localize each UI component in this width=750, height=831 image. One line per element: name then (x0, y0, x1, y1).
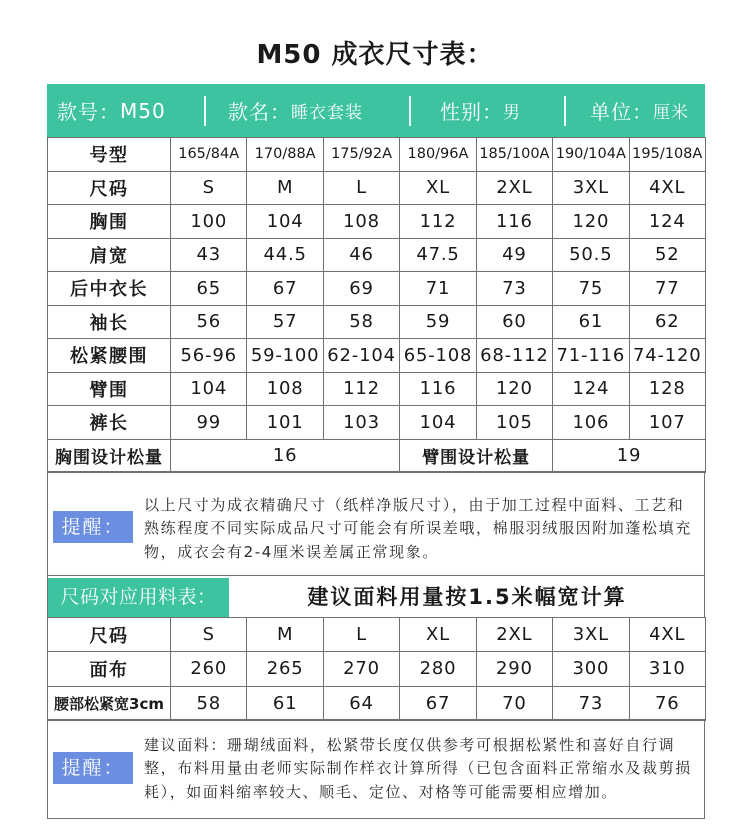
row-label: 腰部松紧宽3cm (48, 686, 171, 720)
chest-ease-label: 胸围设计松量 (48, 439, 171, 473)
product-info-bar (47, 84, 705, 137)
fabric-cell: 300 (553, 652, 629, 686)
row-back-length (48, 272, 706, 306)
size-cell: 185/100A (476, 138, 552, 172)
style-number-value: M50 (120, 98, 166, 123)
size-cell: 58 (323, 305, 399, 339)
fabric-table (47, 617, 706, 721)
row-label: 尺码 (48, 171, 171, 205)
size-cell: 56-96 (171, 339, 247, 373)
size-cell: 124 (553, 372, 629, 406)
reminder-text (144, 494, 692, 564)
size-cell: 124 (629, 205, 705, 239)
size-cell: 2XL (476, 171, 552, 205)
fabric-cell: 64 (323, 686, 399, 720)
gender-value: 男 (503, 103, 521, 123)
unit-value: 厘米 (653, 103, 689, 123)
fabric-section-header (47, 575, 705, 617)
size-cell: 120 (553, 205, 629, 239)
size-cell: 67 (247, 272, 323, 306)
row-label: 臂围 (48, 372, 171, 406)
fabric-cell: 2XL (476, 618, 552, 652)
size-cell: 57 (247, 305, 323, 339)
row-label: 肩宽 (48, 238, 171, 272)
size-cell: M (247, 171, 323, 205)
reminder-line: 整，布料用量由老师实际制作样衣计算所得（已包含面料正常缩水及裁剪损 (144, 759, 692, 778)
size-cell: 59 (400, 305, 476, 339)
size-cell: 47.5 (400, 238, 476, 272)
size-cell: 52 (629, 238, 705, 272)
size-cell: 62-104 (323, 339, 399, 373)
row-shoulder (48, 238, 706, 272)
fabric-cell: 310 (629, 652, 705, 686)
size-cell: 73 (476, 272, 552, 306)
size-cell: 3XL (553, 171, 629, 205)
row-label: 后中衣长 (48, 272, 171, 306)
size-cell: L (323, 171, 399, 205)
size-cell: 103 (323, 406, 399, 440)
size-cell: 49 (476, 238, 552, 272)
reminder-text (144, 734, 692, 804)
size-cell: 116 (400, 372, 476, 406)
fabric-cell: 67 (400, 686, 476, 720)
fabric-cell: XL (400, 618, 476, 652)
size-cell: 71-116 (553, 339, 629, 373)
row-elastic-waist (48, 339, 706, 373)
size-cell: 104 (247, 205, 323, 239)
reminder-badge: 提醒： (53, 752, 133, 784)
fabric-cell: 260 (171, 652, 247, 686)
fabric-row-waistband (48, 686, 706, 720)
fabric-section-tag: 尺码对应用料表： (48, 578, 229, 617)
style-number-label: 款号： (57, 100, 120, 124)
size-table (47, 137, 706, 473)
row-label: 号型 (48, 138, 171, 172)
size-cell: 60 (476, 305, 552, 339)
gender-label: 性别： (440, 100, 503, 124)
size-cell: 108 (323, 205, 399, 239)
fabric-cell: L (323, 618, 399, 652)
size-cell: 107 (629, 406, 705, 440)
fabric-reminder-box (47, 719, 705, 819)
gender (411, 84, 564, 137)
size-cell: 50.5 (553, 238, 629, 272)
size-cell: 44.5 (247, 238, 323, 272)
style-name-label: 款名： (228, 100, 291, 124)
row-chest (48, 205, 706, 239)
row-label: 袖长 (48, 305, 171, 339)
size-cell: 128 (629, 372, 705, 406)
size-cell: 116 (476, 205, 552, 239)
style-name (206, 84, 409, 137)
size-cell: 112 (400, 205, 476, 239)
reminder-badge: 提醒： (53, 511, 133, 543)
row-sleeve-length (48, 305, 706, 339)
reminder-line: 熟练程度不同实际成品尺寸可能会有所误差哦，棉服羽绒服因附加蓬松填充 (144, 519, 692, 538)
reminder-line: 物，成衣会有2-4厘米误差属正常现象。 (144, 542, 439, 561)
size-cell: 104 (171, 372, 247, 406)
row-label: 尺码 (48, 618, 171, 652)
fabric-cell: 4XL (629, 618, 705, 652)
fabric-cell: 70 (476, 686, 552, 720)
chest-ease-value: 16 (171, 439, 400, 473)
size-cell: 59-100 (247, 339, 323, 373)
size-cell: 61 (553, 305, 629, 339)
size-cell: 77 (629, 272, 705, 306)
style-number (47, 84, 204, 137)
size-cell: 71 (400, 272, 476, 306)
reminder-line: 耗），如面料缩率较大、顺毛、定位、对格等可能需要相应增加。 (144, 782, 618, 801)
size-cell: 195/108A (629, 138, 705, 172)
row-model (48, 138, 706, 172)
size-cell: 56 (171, 305, 247, 339)
fabric-row-size (48, 618, 706, 652)
size-cell: 105 (476, 406, 552, 440)
style-name-value: 睡衣套装 (291, 103, 363, 123)
size-cell: 120 (476, 372, 552, 406)
size-cell: 68-112 (476, 339, 552, 373)
row-design-ease (48, 439, 706, 473)
fabric-cell: S (171, 618, 247, 652)
fabric-cell: 270 (323, 652, 399, 686)
size-cell: 101 (247, 406, 323, 440)
size-cell: 46 (323, 238, 399, 272)
page-title: M50 成衣尺寸表： (256, 40, 494, 70)
size-cell: 190/104A (553, 138, 629, 172)
size-cell: 75 (553, 272, 629, 306)
reminder-box (47, 471, 705, 576)
fabric-cell: M (247, 618, 323, 652)
size-cell: 65-108 (400, 339, 476, 373)
arm-ease-value: 19 (553, 439, 706, 473)
size-cell: 65 (171, 272, 247, 306)
fabric-cell: 73 (553, 686, 629, 720)
size-cell: 165/84A (171, 138, 247, 172)
size-cell: 69 (323, 272, 399, 306)
unit (566, 84, 705, 137)
reminder-line: 建议面料：珊瑚绒面料，松紧带长度仅供参考可根据松紧性和喜好自行调 (144, 736, 676, 754)
size-cell: 108 (247, 372, 323, 406)
fabric-cell: 76 (629, 686, 705, 720)
size-cell: S (171, 171, 247, 205)
row-arm-circumference (48, 372, 706, 406)
arm-ease-label: 臂围设计松量 (400, 439, 553, 473)
fabric-cell: 61 (247, 686, 323, 720)
fabric-cell: 58 (171, 686, 247, 720)
reminder-line: 以上尺寸为成衣精确尺寸（纸样净版尺寸），由于加工过程中面料、工艺和 (144, 496, 685, 514)
size-cell: 4XL (629, 171, 705, 205)
size-cell: 74-120 (629, 339, 705, 373)
fabric-cell: 280 (400, 652, 476, 686)
size-cell: 100 (171, 205, 247, 239)
size-cell: 62 (629, 305, 705, 339)
row-label: 松紧腰围 (48, 339, 171, 373)
unit-label: 单位： (590, 100, 653, 124)
row-pants-length (48, 406, 706, 440)
size-cell: 112 (323, 372, 399, 406)
fabric-cell: 265 (247, 652, 323, 686)
row-label: 胸围 (48, 205, 171, 239)
size-cell: 99 (171, 406, 247, 440)
row-label: 裤长 (48, 406, 171, 440)
size-cell: XL (400, 171, 476, 205)
size-cell: 170/88A (247, 138, 323, 172)
size-cell: 104 (400, 406, 476, 440)
size-cell: 175/92A (323, 138, 399, 172)
size-cell: 180/96A (400, 138, 476, 172)
row-label: 面布 (48, 652, 171, 686)
fabric-row-main-fabric (48, 652, 706, 686)
size-cell: 43 (171, 238, 247, 272)
fabric-cell: 3XL (553, 618, 629, 652)
fabric-section-heading: 建议面料用量按1.5米幅宽计算 (307, 585, 627, 609)
fabric-cell: 290 (476, 652, 552, 686)
size-cell: 106 (553, 406, 629, 440)
row-size (48, 171, 706, 205)
